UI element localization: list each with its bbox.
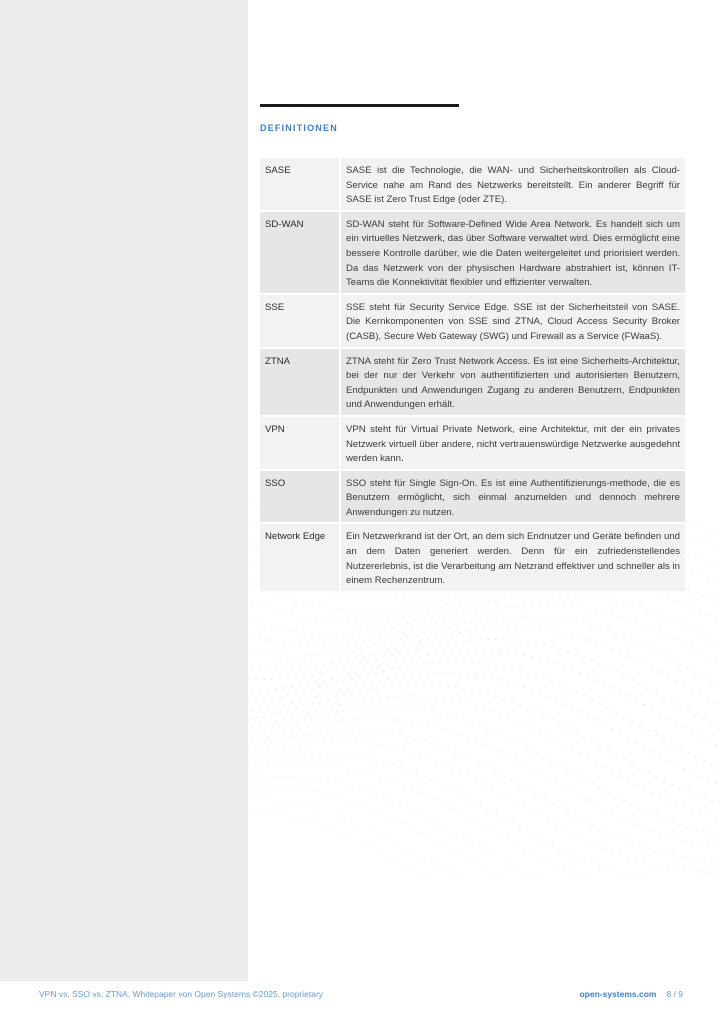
- definition-term: SSO: [260, 471, 341, 525]
- definition-row: [260, 212, 685, 295]
- definition-term: ZTNA: [260, 349, 341, 417]
- definition-text: SD-WAN steht für Software-Defined Wide Area Network. Es handelt sich um ein virtuelles Netzwerk, das über Software verwaltet wird. Dies ermöglicht eine bessere Kontrolle darüber, wie die Daten weitergeleitet und priorisiert werden. Da das Netzwerk von der physischen Hardware abstrahiert ist, können IT-Teams die Konnektivität flexibler und effizienter verwalten.: [341, 212, 685, 295]
- definition-text: Ein Netzwerkrand ist der Ort, an dem sich Endnutzer und Geräte befinden und an dem Daten generiert werden. Denn für ein zufriedenstellendes Nutzererlebnis, ist die Verarbeitung am Netzrand effektiver und schneller als in einem Rechenzentrum.: [341, 524, 685, 592]
- definition-text: ZTNA steht für Zero Trust Network Access. Es ist eine Sicherheits-Architektur, bei der nur der Verkehr von authentifizierten und autorisierten Benutzern, Endpunkten und Anwendungen Zugang zu anderen Benutzern, Endpunkten und Anwendungen erhält.: [341, 349, 685, 417]
- definitions-table: [260, 158, 685, 593]
- section-rule: [260, 104, 459, 107]
- definition-text: SSE steht für Security Service Edge. SSE ist der Sicherheitsteil von SASE. Die Kernkomponenten von SSE sind ZTNA, Cloud Access Security Broker (CASB), Secure Web Gateway (SWG) und Firewall as a Service (FWaaS).: [341, 295, 685, 349]
- definition-term: SASE: [260, 158, 341, 212]
- left-sidebar-panel: [0, 0, 248, 981]
- definition-row: [260, 417, 685, 471]
- definition-term: Network Edge: [260, 524, 341, 592]
- definition-row: [260, 349, 685, 417]
- definition-row: [260, 158, 685, 212]
- definition-term: VPN: [260, 417, 341, 471]
- definition-term: SD-WAN: [260, 212, 341, 295]
- footer-right: [579, 989, 683, 999]
- definition-row: [260, 471, 685, 525]
- definition-row: [260, 524, 685, 592]
- definition-text: VPN steht für Virtual Private Network, eine Architektur, mit der ein privates Netzwerk virtuell über andere, nicht vertrauenswürdige Netzwerke ausgedehnt werden kann.: [341, 417, 685, 471]
- definition-text: SASE ist die Technologie, die WAN- und Sicherheitskontrollen als Cloud-Service nahe am Rand des Netzwerks bereitstellt. Ein anderer Begriff für SASE ist Zero Trust Edge (oder ZTE).: [341, 158, 685, 212]
- footer-site-link[interactable]: open-systems.com: [579, 989, 657, 999]
- definition-row: [260, 295, 685, 349]
- section-heading: DEFINITIONEN: [260, 123, 338, 133]
- definition-text: SSO steht für Single Sign-On. Es ist eine Authentifizierungs-methode, die es Benutzern ermöglicht, sich einmal anzumelden und dennoch mehrere Anwendungen zu nutzen.: [341, 471, 685, 525]
- footer-copyright: VPN vs. SSO vs. ZTNA, Whitepaper von Open Systems ©2025, proprietary: [39, 989, 324, 999]
- definition-term: SSE: [260, 295, 341, 349]
- page-number: 8 / 9: [666, 989, 683, 999]
